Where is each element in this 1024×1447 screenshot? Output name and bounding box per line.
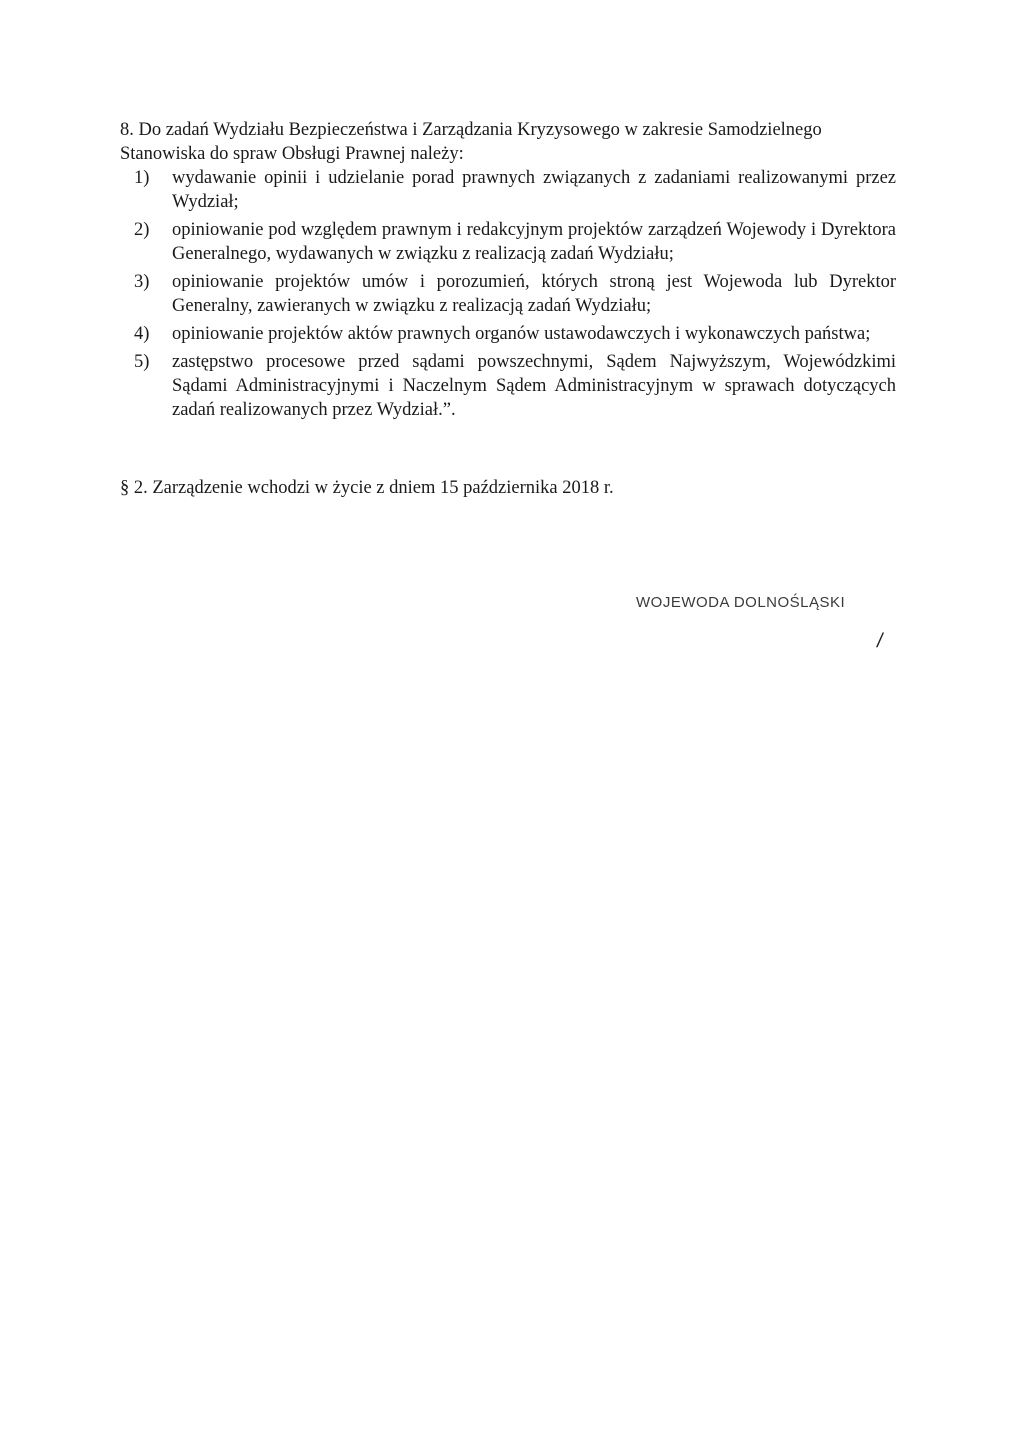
list-item (120, 350, 896, 422)
list-item-text: opiniowanie projektów umów i porozumień, których stroną jest Wojewoda lub Dyrektor Generalny, zawieranych w związku z realizacją zadań Wydziału; (172, 272, 896, 316)
list-item-text: wydawanie opinii i udzielanie porad prawnych związanych z zadaniami realizowanymi przez Wydział; (172, 168, 896, 212)
list-item (120, 166, 896, 214)
duties-list (120, 166, 896, 426)
list-item-number: 4) (134, 324, 150, 344)
list-item-text: zastępstwo procesowe przed sądami powszechnymi, Sądem Najwyższym, Wojewódzkimi Sądami Administracyjnymi i Naczelnym Sądem Administracyjnym w sprawach dotyczących zadań realizowanych przez Wydział.”. (172, 352, 896, 420)
official-stamp: WOJEWODA DOLNOŚLĄSKI (636, 594, 846, 611)
paragraph-8-intro: 8. Do zadań Wydziału Bezpieczeństwa i Zarządzania Kryzysowego w zakresie Samodzielnego Stanowiska do spraw Obsługi Prawnej należy: (120, 120, 822, 164)
list-item-number: 5) (134, 352, 150, 372)
list-item-text: opiniowanie pod względem prawnym i redakcyjnym projektów zarządzeń Wojewody i Dyrektora Generalnego, wydawanych w związku z realizacją zadań Wydziału; (172, 220, 896, 264)
signature-mark: / (875, 630, 885, 652)
list-item (120, 270, 896, 318)
list-item-number: 1) (134, 168, 150, 188)
list-item (120, 218, 896, 266)
list-item-number: 3) (134, 272, 150, 292)
list-item (120, 322, 896, 346)
section-2-effective-date: § 2. Zarządzenie wchodzi w życie z dniem 15 października 2018 r. (120, 478, 614, 498)
list-item-number: 2) (134, 220, 150, 240)
list-item-text: opiniowanie projektów aktów prawnych organów ustawodawczych i wykonawczych państwa; (172, 324, 871, 344)
